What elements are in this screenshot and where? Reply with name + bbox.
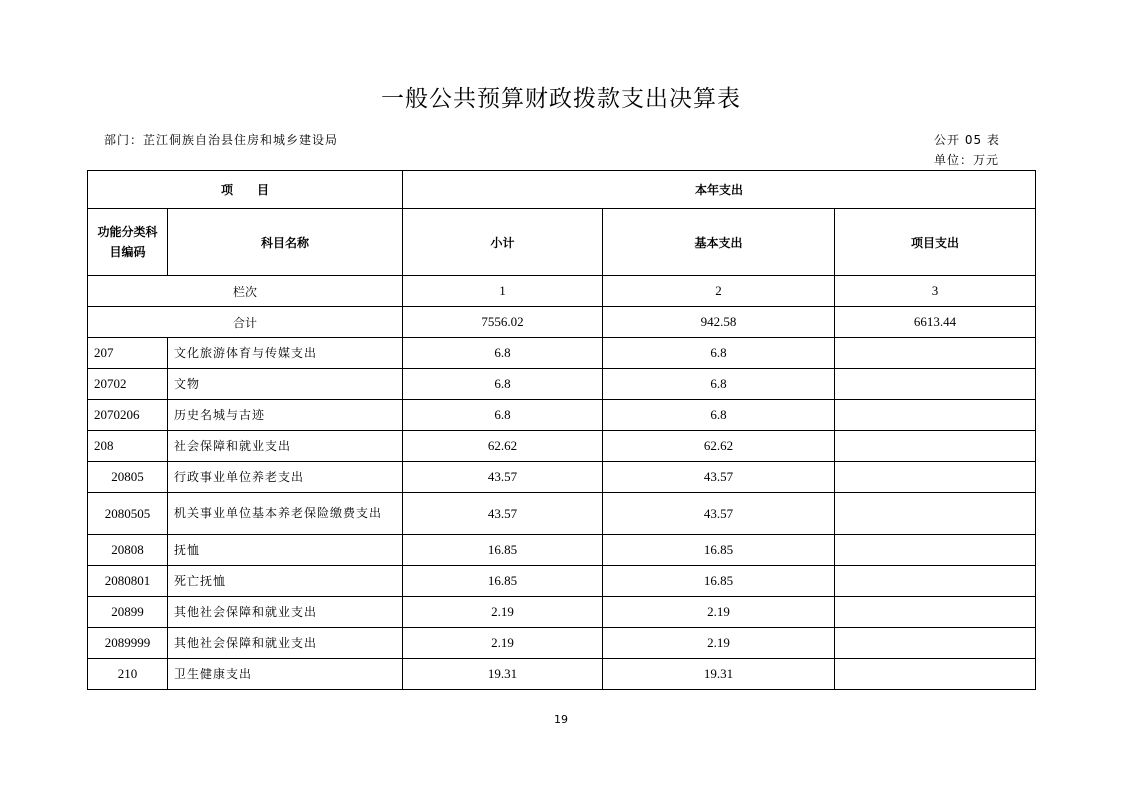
row-subtotal: 6.8 (403, 369, 603, 400)
column-index-3: 3 (835, 276, 1036, 307)
row-basic: 2.19 (603, 597, 835, 628)
row-project (835, 566, 1036, 597)
expense-table (87, 170, 1036, 690)
page-title: 一般公共预算财政拨款支出决算表 (381, 86, 741, 112)
row-name: 历史名城与古迹 (168, 400, 403, 431)
header-basic-expense: 基本支出 (603, 209, 835, 276)
row-project (835, 369, 1036, 400)
department-label: 部门：芷江侗族自治县住房和城乡建设局 (104, 133, 339, 147)
page-number: 19 (554, 713, 568, 726)
table-row (88, 597, 1036, 628)
row-code: 208 (88, 431, 168, 462)
row-code: 2070206 (88, 400, 168, 431)
row-subtotal: 16.85 (403, 535, 603, 566)
row-code: 2080505 (88, 493, 168, 535)
row-name: 社会保障和就业支出 (168, 431, 403, 462)
row-basic: 6.8 (603, 400, 835, 431)
table-row (88, 431, 1036, 462)
row-basic: 62.62 (603, 431, 835, 462)
row-code: 2089999 (88, 628, 168, 659)
row-project (835, 628, 1036, 659)
row-project (835, 338, 1036, 369)
row-subtotal: 19.31 (403, 659, 603, 690)
row-code: 20899 (88, 597, 168, 628)
table-row (88, 566, 1036, 597)
column-index-label: 栏次 (88, 276, 403, 307)
table-row (88, 535, 1036, 566)
row-subtotal: 43.57 (403, 462, 603, 493)
row-basic: 43.57 (603, 462, 835, 493)
unit-label: 单位：万元 (934, 153, 1000, 167)
row-subtotal: 2.19 (403, 597, 603, 628)
row-name: 其他社会保障和就业支出 (168, 628, 403, 659)
header-current-year-expense: 本年支出 (403, 171, 1036, 209)
row-subtotal: 2.19 (403, 628, 603, 659)
row-project (835, 462, 1036, 493)
table-row (88, 369, 1036, 400)
row-subtotal: 16.85 (403, 566, 603, 597)
row-name: 卫生健康支出 (168, 659, 403, 690)
total-subtotal: 7556.02 (403, 307, 603, 338)
total-project: 6613.44 (835, 307, 1036, 338)
row-code: 207 (88, 338, 168, 369)
row-basic: 19.31 (603, 659, 835, 690)
row-subtotal: 6.8 (403, 338, 603, 369)
row-name: 文化旅游体育与传媒支出 (168, 338, 403, 369)
row-subtotal: 43.57 (403, 493, 603, 535)
row-name: 其他社会保障和就业支出 (168, 597, 403, 628)
row-code: 210 (88, 659, 168, 690)
row-subtotal: 6.8 (403, 400, 603, 431)
header-subtotal: 小计 (403, 209, 603, 276)
total-label: 合计 (88, 307, 403, 338)
column-index-2: 2 (603, 276, 835, 307)
row-project (835, 431, 1036, 462)
row-code: 20805 (88, 462, 168, 493)
form-code: 公开 05 表 (934, 133, 1000, 147)
row-code: 20808 (88, 535, 168, 566)
row-name: 死亡抚恤 (168, 566, 403, 597)
row-code: 2080801 (88, 566, 168, 597)
row-project (835, 535, 1036, 566)
row-name: 文物 (168, 369, 403, 400)
row-project (835, 597, 1036, 628)
row-project (835, 493, 1036, 535)
table-row (88, 400, 1036, 431)
table-row (88, 338, 1036, 369)
row-name: 行政事业单位养老支出 (168, 462, 403, 493)
row-name: 抚恤 (168, 535, 403, 566)
row-basic: 16.85 (603, 535, 835, 566)
row-basic: 16.85 (603, 566, 835, 597)
table-row (88, 659, 1036, 690)
total-basic: 942.58 (603, 307, 835, 338)
row-basic: 43.57 (603, 493, 835, 535)
row-basic: 6.8 (603, 338, 835, 369)
row-name: 机关事业单位基本养老保险缴费支出 (168, 493, 403, 535)
header-func-code: 功能分类科目编码 (88, 209, 168, 276)
row-project (835, 400, 1036, 431)
header-item: 项 目 (88, 171, 403, 209)
header-project-expense: 项目支出 (835, 209, 1036, 276)
row-project (835, 659, 1036, 690)
column-index-1: 1 (403, 276, 603, 307)
row-basic: 6.8 (603, 369, 835, 400)
row-code: 20702 (88, 369, 168, 400)
row-basic: 2.19 (603, 628, 835, 659)
table-row (88, 462, 1036, 493)
row-subtotal: 62.62 (403, 431, 603, 462)
table-row (88, 628, 1036, 659)
table-row (88, 493, 1036, 535)
header-subject-name: 科目名称 (168, 209, 403, 276)
